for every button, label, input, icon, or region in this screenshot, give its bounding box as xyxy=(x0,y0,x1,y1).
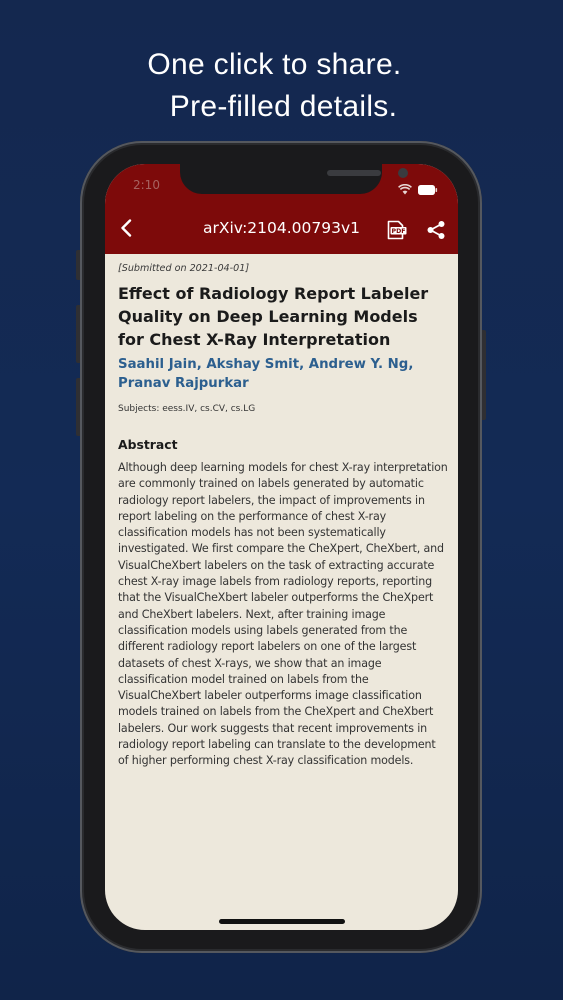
author-link[interactable]: Pranav Rajpurkar xyxy=(118,376,249,391)
svg-text:PDF: PDF xyxy=(391,228,406,236)
author-separator: , xyxy=(408,357,414,372)
submitted-date: [Submitted on 2021-04-01] xyxy=(118,263,250,274)
front-camera xyxy=(398,168,408,178)
share-icon xyxy=(426,225,446,244)
author-link[interactable]: Saahil Jain xyxy=(118,357,197,372)
subjects: Subjects: eess.IV, cs.CV, cs.LG xyxy=(118,404,256,414)
pdf-icon xyxy=(385,226,407,245)
phone-screen xyxy=(105,164,458,930)
pdf-button[interactable] xyxy=(385,219,407,241)
promo-headline-line1: One click to share. xyxy=(147,48,402,81)
speaker-grille xyxy=(327,170,381,176)
author-separator: , xyxy=(299,357,309,372)
share-button[interactable] xyxy=(426,220,446,240)
paper-detail xyxy=(118,262,448,770)
author-list xyxy=(118,355,448,393)
battery-icon xyxy=(418,180,438,199)
phone-notch xyxy=(180,164,382,194)
wifi-icon xyxy=(398,180,412,199)
status-time: 2:10 xyxy=(133,178,160,192)
status-icons xyxy=(398,180,438,199)
promo-headline-line2: Pre-filled details. xyxy=(169,90,398,123)
home-indicator[interactable] xyxy=(219,919,345,924)
author-link[interactable]: Akshay Smit xyxy=(206,357,300,372)
author-separator: , xyxy=(196,357,207,372)
nav-title: arXiv:2104.00793v1 xyxy=(202,219,361,237)
paper-title: Effect of Radiology Report Labeler Quality on Deep Learning Models for Chest X-Ray Interpretation xyxy=(118,284,429,349)
abstract-text: Although deep learning models for chest X-ray interpretation are commonly trained on labels generated by automatic radiology report labelers, the impact of improvements in report labeling on the performance of chest X-ray classification models has not been systematically investigated. We first compare the CheXpert, CheXbert, and VisualCheXbert labelers on the task of extracting accurate chest X-ray image labels from radiology reports, reporting that the VisualCheXbert labeler outperforms the CheXpert and CheXbert labelers. Next, after training image classification models using labels generated from the different radiology report labelers on one of the largest datasets of chest X-rays, we show that an image classification model trained on labels from the VisualCheXbert labeler outperforms image classification models trained on labels from the CheXpert and CheXbert labelers. Our work suggests that recent improvements in radiology report labeling can translate to the development of higher performing chest X-ray classification models. xyxy=(118,461,448,768)
author-link[interactable]: Andrew Y. Ng xyxy=(308,357,409,372)
app-top-bar xyxy=(105,164,458,254)
abstract-heading: Abstract xyxy=(118,437,178,452)
